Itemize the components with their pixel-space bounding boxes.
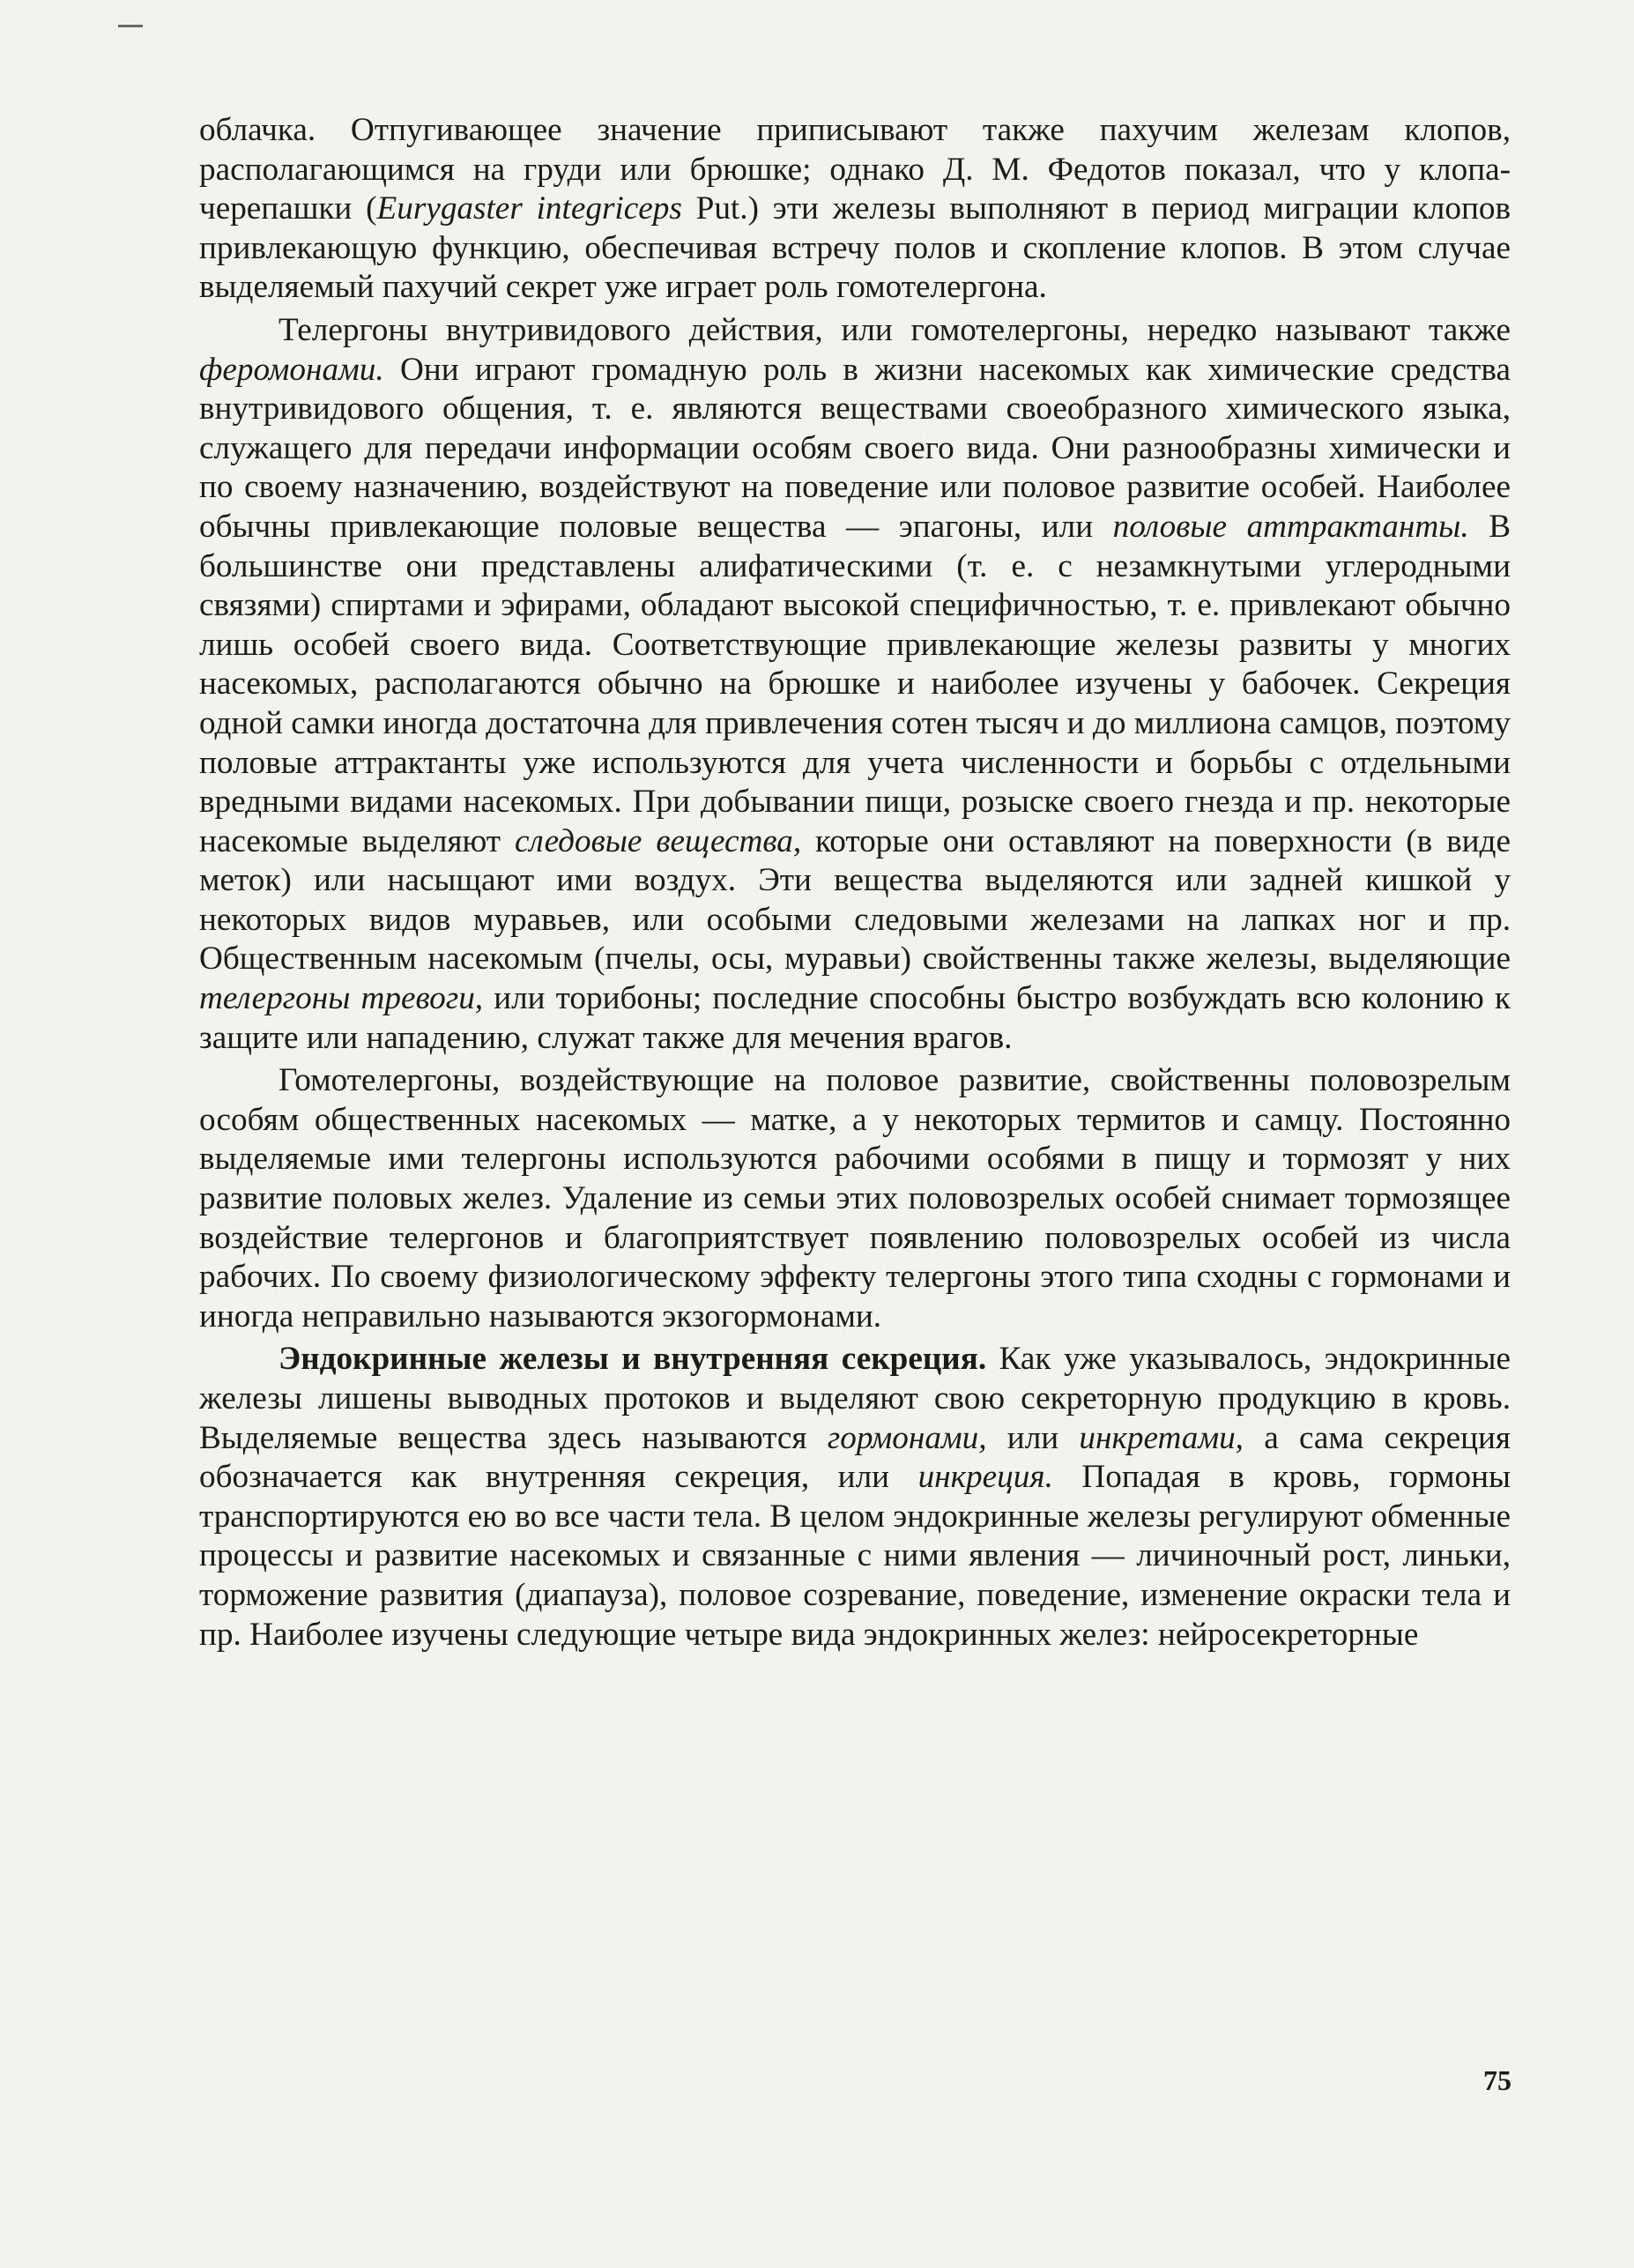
text-run: Put.) эти железы выполняют в период миграции клопов привлекающую функцию, обеспечивая встречу полов и скопление клопов. В этом случае выделяемый пахучий секрет уже играет роль гомотелергона. — [199, 190, 1511, 306]
italic-term: следовые вещества, — [514, 822, 802, 859]
italic-term: Eurygaster integriceps — [376, 190, 682, 227]
text-run: а сама секреция обозначается как внутренняя секреция, или — [199, 1419, 1511, 1496]
bold-heading: Эндокринные железы и внутренняя секреция. — [279, 1341, 987, 1378]
scan-artifact-mark — [118, 25, 143, 27]
paragraph-2 — [199, 311, 1511, 1058]
paragraph-1 — [199, 111, 1511, 308]
italic-term: инкреция. — [917, 1459, 1053, 1496]
text-run: или — [986, 1419, 1080, 1456]
body-text — [199, 111, 1511, 1655]
text-run: Попадая в кровь, гормоны транспортируются ею во все части тела. В целом эндокринные железы регулируют обменные процессы и развитие насекомых и связанные с ними явления — личиночный рост, линьки, торможение развития (диапауза), половое созревание, поведение, изменение окраски тела и пр. Наиболее изучены следующие четыре вида эндокринных желез: нейросекреторные — [199, 1459, 1511, 1653]
text-run: Телергоны внутривидового действия, или гомотелергоны, нередко называют также — [279, 311, 1511, 348]
text-run: или торибоны; последние способны быстро возбуждать всю колонию к защите или нападению, служат также для мечения врагов. — [199, 980, 1511, 1056]
text-run: которые они оставляют на поверхности (в виде меток) или насыщают ими воздух. Эти вещества выделяются или задней кишкой у некоторых видов муравьев, или особыми следовыми железами на лапках ног и пр. Общественным насекомым (пчелы, осы, муравьи) свойственны также железы, выделяющие — [199, 822, 1511, 978]
italic-term: феромонами. — [199, 351, 384, 388]
text-run: Гомотелергоны, воздействующие на половое развитие, свойственны половозрелым особям общественных насекомых — матке, а у некоторых термитов и самцу. Постоянно выделяемые ими телергоны используются рабочими особями в пищу и тормозят у них развитие половых желез. Удаление из семьи этих половозрелых особей снимает тормозящее воздействие телергонов и благоприятствует появлению половозрелых особей из числа рабочих. По своему физиологическому эффекту телергоны этого типа сходны с гормонами и иногда неправильно называются экзогормонами. — [199, 1062, 1511, 1335]
italic-term: телергоны тревоги, — [199, 980, 484, 1017]
italic-term: половые аттрактанты. — [1112, 508, 1469, 545]
text-run: облачка. Отпугивающее значение приписывают также пахучим железам клопов, располагающимся на груди или брюшке; однако Д. М. Федотов показал, что у клопа-черепашки ( — [199, 112, 1511, 227]
page-number: 75 — [1483, 2064, 1511, 2096]
italic-term: гормонами, — [827, 1419, 987, 1456]
text-run: Как уже указывалось, эндокринные железы лишены выводных протоков и выделяют свою секреторную продукцию в кровь. Выделяемые вещества здесь называются — [199, 1341, 1511, 1456]
paragraph-3 — [199, 1061, 1511, 1336]
italic-term: инкретами, — [1079, 1419, 1244, 1456]
paragraph-4 — [199, 1340, 1511, 1655]
text-run: Они играют громадную роль в жизни насекомых как химические средства внутривидового общения, т. е. являются веществами своеобразного химического языка, служащего для передачи информации особям своего вида. Они разнообразны химически и по своему назначению, воздействуют на поведение или половое развитие особей. Наиболее обычны привлекающие половые вещества — эпагоны, или — [199, 351, 1511, 545]
text-run: В большинстве они представлены алифатическими (т. е. с незамкнутыми углеродными связями) спиртами и эфирами, обладают высокой специфичностью, т. е. привлекают обычно лишь особей своего вида. Соответствующие привлекающие железы развиты у многих насекомых, располагаются обычно на брюшке и наиболее изучены у бабочек. Секреция одной самки иногда достаточна для привлечения сотен тысяч и до миллиона самцов, поэтому половые аттрактанты уже используются для учета численности и борьбы с отдельными вредными видами насекомых. При добывании пищи, розыске своего гнезда и пр. некоторые насекомые выделяют — [199, 508, 1511, 859]
